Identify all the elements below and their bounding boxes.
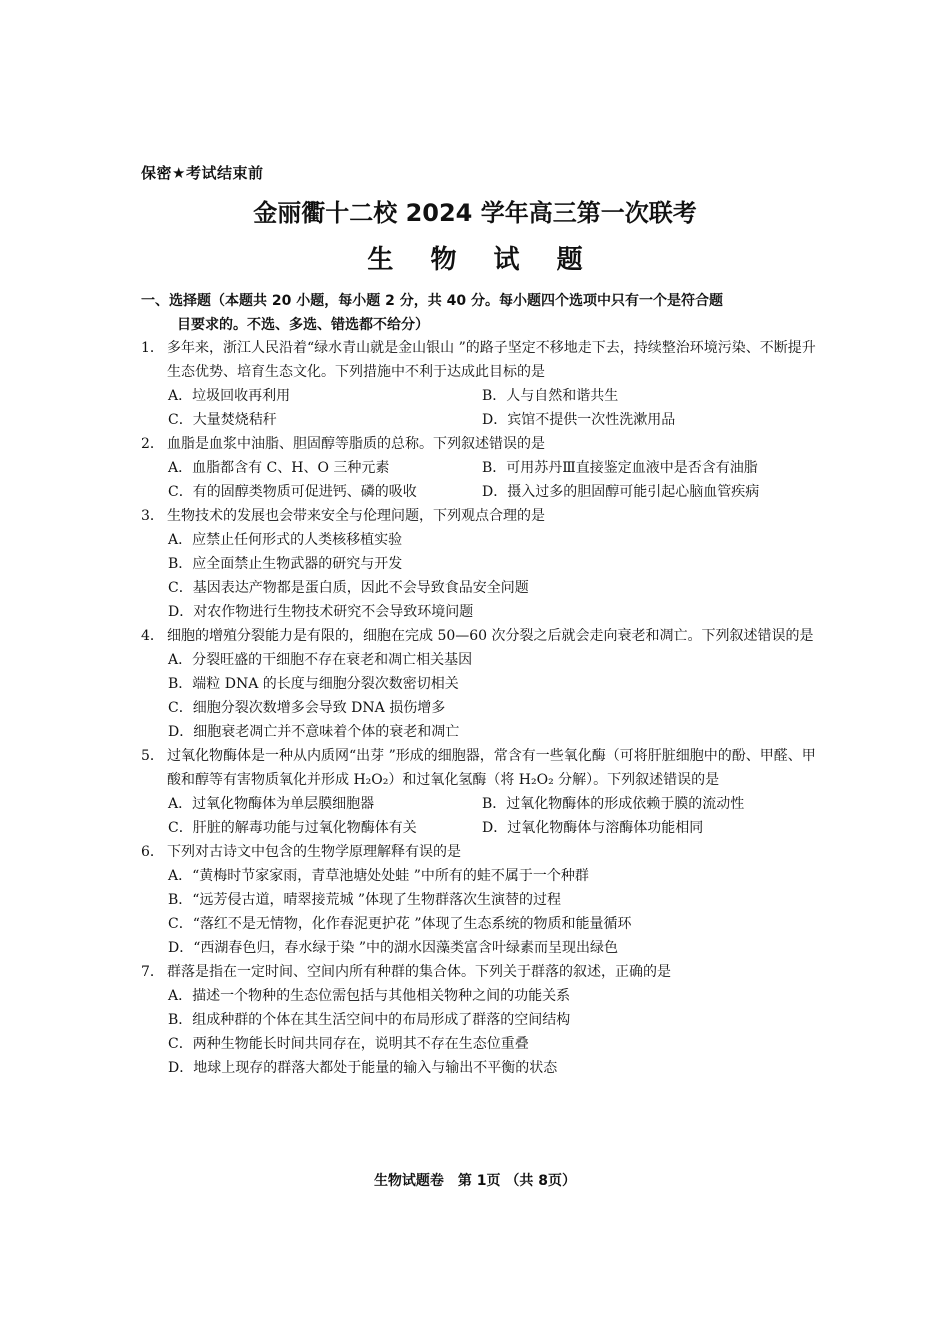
question-2 bbox=[141, 432, 821, 504]
option-c: C．细胞分裂次数增多会导致 DNA 损伤增多 bbox=[168, 700, 446, 716]
option-b: B．应全面禁止生物武器的研究与开发 bbox=[168, 556, 403, 572]
confidential-label: 保密★考试结束前 bbox=[141, 164, 264, 182]
option-a: A．“黄梅时节家家雨，青草池塘处处蛙 ”中所有的蛙不属于一个种群 bbox=[168, 868, 589, 884]
question-stem: 过氧化物酶体是一种从内质网“出芽 ”形成的细胞器，常含有一些氧化酶（可将肝脏细胞中的酚、甲醛、甲酸和醇等有害物质氧化并形成 H₂O₂）和过氧化氢酶（将 H₂O₂ 分解）。下列叙述错误的是 bbox=[167, 748, 816, 788]
question-3 bbox=[141, 504, 821, 624]
option-d: D．对农作物进行生物技术研究不会导致环境问题 bbox=[168, 604, 474, 620]
option-b: B．过氧化物酶体的形成依赖于膜的流动性 bbox=[482, 796, 745, 812]
option-d: D．过氧化物酶体与溶酶体功能相同 bbox=[482, 820, 704, 836]
question-number: 7． bbox=[141, 964, 164, 980]
option-a: A．应禁止任何形式的人类核移植实验 bbox=[168, 532, 403, 548]
subject-title: 生 物 试 题 bbox=[367, 245, 597, 275]
section-line-1: 一、选择题（本题共 20 小题，每小题 2 分，共 40 分。每小题四个选项中只有一个是符合题 bbox=[141, 293, 723, 309]
option-c: C．有的固醇类物质可促进钙、磷的吸收 bbox=[168, 484, 417, 500]
option-b: B．端粒 DNA 的长度与细胞分裂次数密切相关 bbox=[168, 676, 459, 692]
question-number: 5． bbox=[141, 748, 164, 764]
option-c: C．大量焚烧秸秆 bbox=[168, 412, 277, 428]
question-7 bbox=[141, 960, 821, 1080]
question-stem: 多年来，浙江人民沿着“绿水青山就是金山银山 ”的路子坚定不移地走下去，持续整治环境污染、不断提升生态优势、培育生态文化。下列措施中不利于达成此目标的是 bbox=[167, 340, 816, 380]
question-6 bbox=[141, 840, 821, 960]
option-c: C．基因表达产物都是蛋白质，因此不会导致食品安全问题 bbox=[168, 580, 529, 596]
option-d: D．摄入过多的胆固醇可能引起心脑血管疾病 bbox=[482, 484, 760, 500]
option-a: A．垃圾回收再利用 bbox=[168, 388, 291, 404]
section-line-2: 目要求的。不选、多选、错选都不给分） bbox=[177, 317, 429, 333]
option-d: D．细胞衰老凋亡并不意味着个体的衰老和凋亡 bbox=[168, 724, 460, 740]
question-number: 6． bbox=[141, 844, 164, 860]
option-b: B．人与自然和谐共生 bbox=[482, 388, 619, 404]
option-d: D．地球上现存的群落大都处于能量的输入与输出不平衡的状态 bbox=[168, 1060, 558, 1076]
question-stem: 群落是指在一定时间、空间内所有种群的集合体。下列关于群落的叙述，正确的是 bbox=[167, 964, 671, 980]
option-a: A．血脂都含有 C、H、O 三种元素 bbox=[168, 460, 390, 476]
option-c: C．肝脏的解毒功能与过氧化物酶体有关 bbox=[168, 820, 417, 836]
question-number: 2． bbox=[141, 436, 164, 452]
option-a: A．描述一个物种的生态位需包括与其他相关物种之间的功能关系 bbox=[168, 988, 571, 1004]
option-b: B．组成种群的个体在其生活空间中的布局形成了群落的空间结构 bbox=[168, 1012, 571, 1028]
exam-title: 金丽衢十二校 2024 学年高三第一次联考 bbox=[253, 199, 697, 227]
question-number: 4． bbox=[141, 628, 164, 644]
option-d: D．宾馆不提供一次性洗漱用品 bbox=[482, 412, 676, 428]
option-b: B．可用苏丹Ⅲ直接鉴定血液中是否含有油脂 bbox=[482, 460, 758, 476]
option-c: C．“落红不是无情物，化作春泥更护花 ”体现了生态系统的物质和能量循环 bbox=[168, 916, 632, 932]
question-5 bbox=[141, 744, 821, 840]
page-footer: 生物试题卷 第 1页 （共 8页） bbox=[373, 1173, 577, 1189]
question-number: 1． bbox=[141, 340, 164, 356]
option-a: A．分裂旺盛的干细胞不存在衰老和凋亡相关基因 bbox=[168, 652, 473, 668]
option-a: A．过氧化物酶体为单层膜细胞器 bbox=[168, 796, 375, 812]
question-stem: 生物技术的发展也会带来安全与伦理问题，下列观点合理的是 bbox=[167, 508, 545, 524]
question-stem: 细胞的增殖分裂能力是有限的，细胞在完成 50—60 次分裂之后就会走向衰老和凋亡。下列叙述错误的是 bbox=[167, 628, 814, 644]
question-list bbox=[141, 336, 821, 1080]
question-4 bbox=[141, 624, 821, 744]
question-stem: 下列对古诗文中包含的生物学原理解释有误的是 bbox=[167, 844, 461, 860]
question-1 bbox=[141, 336, 821, 432]
question-stem: 血脂是血浆中油脂、胆固醇等脂质的总称。下列叙述错误的是 bbox=[167, 436, 545, 452]
option-d: D．“西湖春色归，春水绿于染 ”中的湖水因藻类富含叶绿素而呈现出绿色 bbox=[168, 940, 618, 956]
section-instructions bbox=[141, 289, 816, 337]
option-b: B．“远芳侵古道，晴翠接荒城 ”体现了生物群落次生演替的过程 bbox=[168, 892, 562, 908]
question-number: 3． bbox=[141, 508, 164, 524]
option-c: C．两种生物能长时间共同存在，说明其不存在生态位重叠 bbox=[168, 1036, 529, 1052]
